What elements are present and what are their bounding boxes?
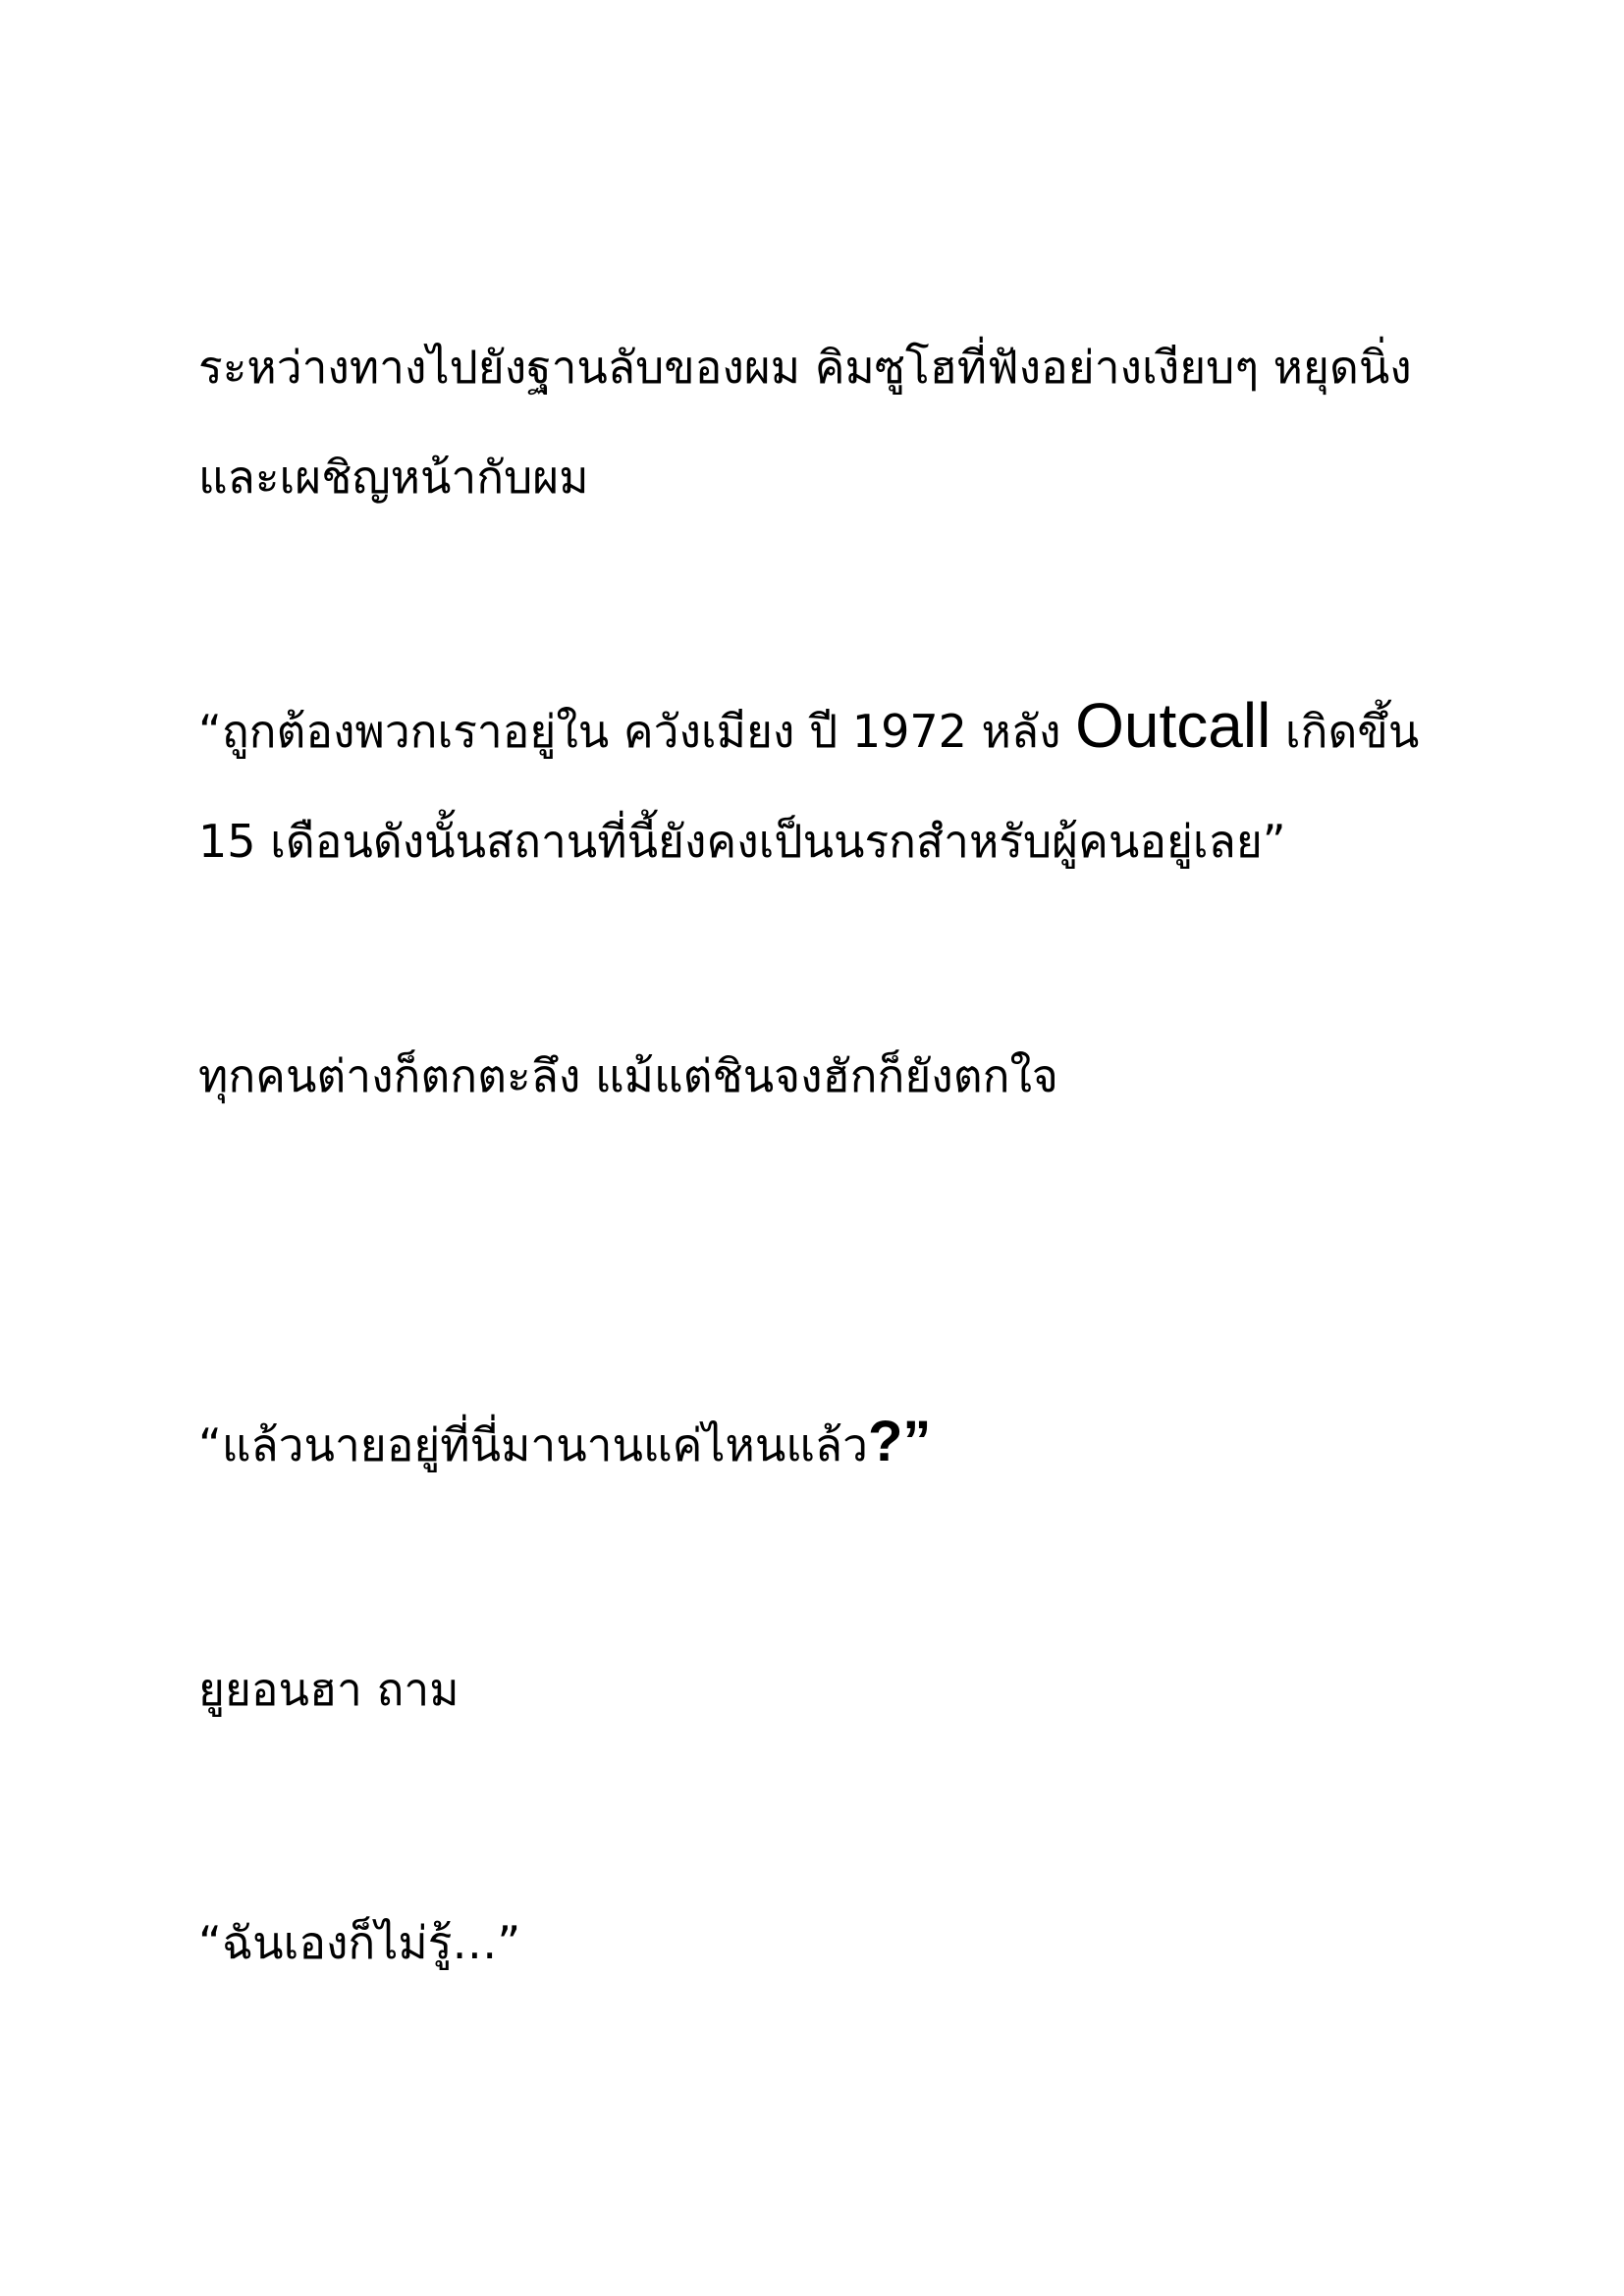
- paragraph-narration-3: [198, 1634, 1435, 1744]
- text-line: และเผชิญหน้ากับผม: [198, 451, 589, 504]
- text-line: “ฉันเองก็ไม่รู้…”: [198, 1916, 521, 1969]
- text-line: ระหว่างทางไปยังฐานลับของผม คิมซูโฮที่ฟังอย่างเงียบๆ หยุดนิ่ง: [198, 341, 1412, 394]
- paragraph-dialogue-2: [198, 1387, 1435, 1500]
- text-segment: “ถูกต้องพวกเราอยู่ใน ควังเมียง ปี 1972 หลัง: [198, 705, 1076, 758]
- paragraph-dialogue-1: [198, 670, 1435, 896]
- text-segment: เกิดขึ้น: [1271, 705, 1420, 758]
- text-line: ยูยอนฮา ถาม: [198, 1663, 460, 1716]
- text-line: ทุกคนต่างก็ตกตะลึง แม้แต่ชินจงฮักก็ยังตกใจ: [198, 1049, 1058, 1102]
- text-line: 15 เดือนดังนั้นสถานที่นี้ยังคงเป็นนรกสำหรับผู้คนอยู่เลย”: [198, 815, 1286, 868]
- paragraph-narration-2: [198, 1021, 1435, 1131]
- question-mark: ?”: [867, 1410, 932, 1473]
- emphasized-word: Outcall: [1075, 690, 1272, 761]
- paragraph-dialogue-3: [198, 1888, 1435, 1998]
- paragraph-narration-1: [198, 312, 1435, 532]
- text-line: [198, 1387, 1435, 1500]
- text-segment: “แล้วนายอยู่ที่นี่มานานแค่ไหนแล้ว: [198, 1418, 868, 1471]
- text-line: [198, 670, 1435, 786]
